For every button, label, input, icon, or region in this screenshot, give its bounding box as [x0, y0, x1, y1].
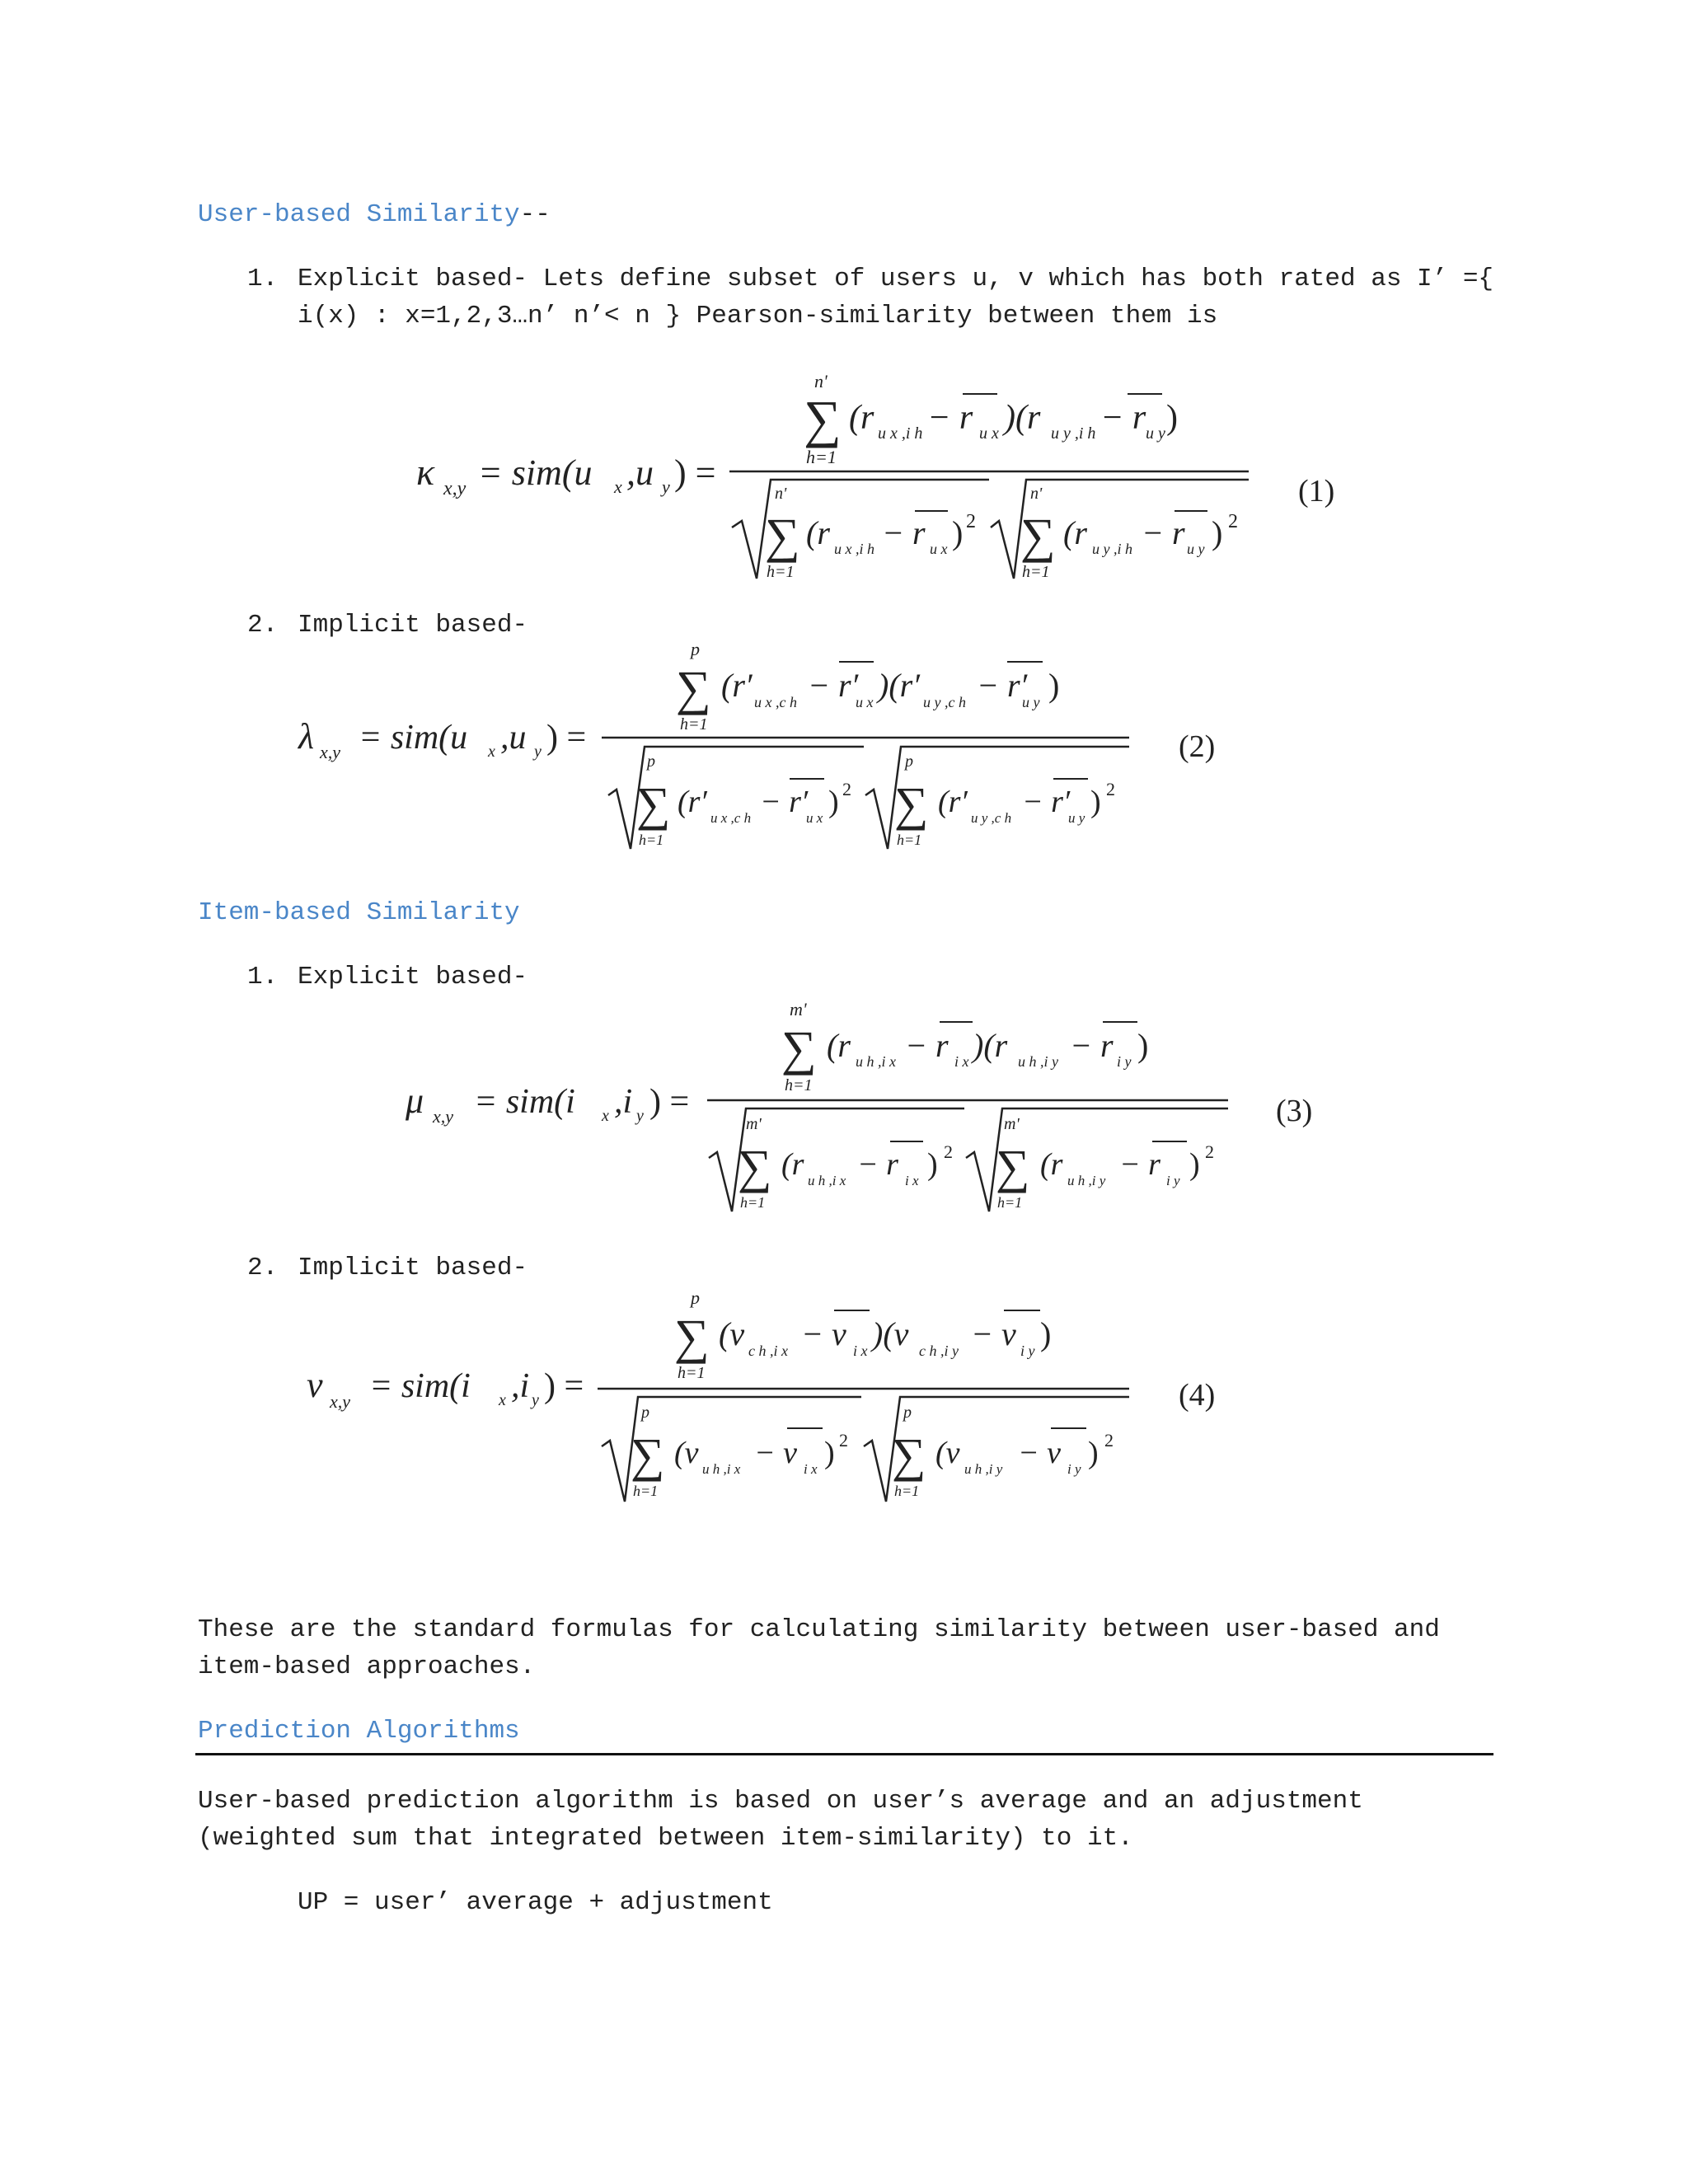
svg-text:∑: ∑ [804, 390, 842, 448]
svg-text:p: p [903, 1404, 912, 1422]
svg-text:): ) [1137, 1027, 1149, 1064]
svg-text:− r′: − r′ [1022, 785, 1071, 819]
svg-text:p: p [647, 752, 655, 771]
prediction-para-line1: User-based prediction algorithm is based on user’s average and an adjustment [198, 1787, 1363, 1816]
svg-text:u y: u y [1187, 541, 1205, 557]
eq2-number: (2) [1179, 729, 1216, 764]
svg-text:u h ,i y: u h ,i y [1067, 1173, 1106, 1188]
eq1-lhs-symbol: κ [416, 451, 435, 493]
svg-text:− r: − r [857, 1147, 898, 1182]
summary-line1: These are the standard formulas for calculating similarity between user-based and [198, 1615, 1440, 1644]
svg-text:− r: − r [1070, 1027, 1114, 1064]
svg-text:(r: (r [827, 1027, 851, 1064]
eq3-num-lower: h=1 [785, 1076, 813, 1094]
svg-text:h=1: h=1 [740, 1194, 766, 1211]
eq4-num-lower: h=1 [678, 1364, 706, 1382]
svg-text:u x ,c h: u x ,c h [754, 694, 797, 710]
svg-text:(r: (r [806, 514, 830, 551]
svg-text:− r: − r [927, 399, 973, 437]
svg-text:i y: i y [1020, 1343, 1035, 1359]
svg-text:(r′: (r′ [678, 785, 707, 819]
svg-text:h=1: h=1 [894, 1483, 920, 1499]
svg-text:,i: ,i [511, 1367, 530, 1405]
svg-text:n': n' [775, 485, 787, 503]
svg-text:)(r: )(r [973, 1027, 1008, 1064]
svg-text:c h ,i y: c h ,i y [919, 1343, 959, 1359]
svg-text:u y ,i h: u y ,i h [1092, 541, 1132, 557]
svg-text:): ) [1088, 1436, 1099, 1470]
eq3-lhs-symbol: μ [406, 1080, 424, 1121]
svg-text:∑: ∑ [636, 777, 671, 831]
svg-text:− r′: − r′ [760, 785, 809, 819]
svg-text:x: x [499, 1391, 506, 1409]
eq1-num-upper: n' [814, 371, 828, 391]
svg-text:(v: (v [935, 1436, 960, 1470]
svg-text:,i: ,i [614, 1083, 633, 1121]
svg-text:): ) [1048, 667, 1060, 704]
svg-text:): ) [1166, 399, 1178, 437]
svg-text:u h ,i x: u h ,i x [856, 1053, 896, 1070]
list-number: 1. [247, 265, 279, 293]
svg-text:u x: u x [930, 541, 948, 557]
svg-text:− r: − r [1119, 1147, 1160, 1182]
svg-text:∑: ∑ [674, 1310, 710, 1364]
svg-text:∑: ∑ [765, 509, 800, 563]
svg-text:h=1: h=1 [639, 832, 664, 848]
svg-text:− v: − v [754, 1436, 798, 1470]
svg-text:= sim(u: = sim(u [359, 719, 468, 757]
svg-text:∑: ∑ [781, 1021, 817, 1076]
svg-text:i y: i y [1166, 1173, 1180, 1188]
svg-text:i x: i x [804, 1461, 818, 1477]
svg-text:)(r′: )(r′ [878, 667, 920, 704]
list-number: 2. [247, 1254, 279, 1282]
svg-text:y: y [532, 1391, 539, 1409]
list-item-text: Implicit based- [298, 1254, 528, 1282]
eq2-lhs-symbol: λ [298, 716, 315, 757]
svg-text:x: x [488, 743, 495, 761]
svg-text:(r: (r [781, 1147, 804, 1182]
svg-text:− r: − r [1142, 514, 1185, 551]
svg-text:∑: ∑ [676, 661, 711, 715]
svg-text:2: 2 [1228, 511, 1238, 532]
svg-text:): ) [927, 1147, 938, 1182]
svg-text:(v: (v [674, 1436, 699, 1470]
eq1-lhs-sub: x,y [443, 478, 467, 499]
svg-text:u x ,i h: u x ,i h [834, 541, 874, 557]
svg-text:(v: (v [719, 1315, 745, 1352]
svg-text:m': m' [1004, 1115, 1020, 1133]
prediction-para-line2: (weighted sum that integrated between item-similarity) to it. [198, 1824, 1133, 1853]
eq3-number: (3) [1276, 1094, 1313, 1128]
svg-text:): ) [828, 785, 839, 819]
svg-text:− r′: − r′ [977, 667, 1028, 704]
eq2-lhs-sub: x,y [320, 742, 341, 762]
svg-text:) =: ) = [544, 1367, 584, 1405]
svg-text:c h ,i x: c h ,i x [748, 1343, 788, 1359]
svg-text:u h ,i x: u h ,i x [702, 1461, 741, 1477]
svg-text:u h ,i y: u h ,i y [1018, 1053, 1058, 1070]
svg-text:∑: ∑ [892, 1428, 926, 1482]
list-number: 2. [247, 611, 279, 640]
svg-text:)(v: )(v [872, 1315, 909, 1352]
svg-text:h=1: h=1 [897, 832, 922, 848]
svg-text:i x: i x [954, 1053, 969, 1070]
svg-text:∑: ∑ [894, 777, 929, 831]
svg-text:) =: ) = [674, 452, 716, 493]
svg-text:y: y [662, 476, 670, 497]
svg-text:) =: ) = [649, 1083, 690, 1121]
svg-text:− r′: − r′ [808, 667, 859, 704]
svg-text:u x: u x [979, 424, 999, 443]
svg-text:): ) [1212, 514, 1223, 551]
svg-text:m': m' [746, 1115, 762, 1133]
svg-text:u x ,c h: u x ,c h [710, 810, 752, 826]
svg-text:∑: ∑ [738, 1140, 772, 1193]
svg-text:∑: ∑ [631, 1428, 665, 1482]
eq3-lhs-sub: x,y [433, 1106, 454, 1127]
svg-text:u y: u y [1022, 694, 1040, 710]
svg-text:= sim(i: = sim(i [474, 1083, 575, 1121]
svg-text:2: 2 [1205, 1141, 1214, 1162]
svg-text:(r: (r [849, 399, 874, 437]
svg-text:(r: (r [1040, 1147, 1063, 1182]
svg-text:): ) [1189, 1147, 1200, 1182]
svg-text:2: 2 [839, 1430, 848, 1451]
svg-text:p: p [905, 752, 913, 771]
svg-text:u y: u y [1068, 810, 1085, 826]
svg-text:i y: i y [1067, 1461, 1081, 1477]
svg-text:u h ,i x: u h ,i x [808, 1173, 846, 1188]
list-item-text-line1: Explicit based- Lets define subset of users u, v which has both rated as I’ ={ [298, 265, 1494, 293]
svg-text:n': n' [1030, 485, 1043, 503]
svg-text:x: x [614, 476, 622, 497]
svg-text:(r: (r [1063, 514, 1087, 551]
heading-item-based-similarity: Item-based Similarity [198, 898, 520, 927]
heading-divider [195, 1753, 1493, 1755]
svg-text:− v: − v [1018, 1436, 1062, 1470]
svg-text:u y: u y [1146, 424, 1165, 443]
svg-text:): ) [952, 514, 964, 551]
svg-text:− r: − r [882, 514, 926, 551]
svg-text:i x: i x [853, 1343, 868, 1359]
eq1-num-lower: h=1 [806, 447, 837, 467]
svg-text:u h ,i y: u h ,i y [964, 1461, 1003, 1477]
svg-text:∑: ∑ [996, 1140, 1030, 1193]
summary-line2: item-based approaches. [198, 1652, 536, 1681]
svg-text:2: 2 [1104, 1430, 1114, 1451]
eq4-number: (4) [1179, 1378, 1216, 1413]
eq3-num-upper: m' [790, 999, 807, 1019]
eq4-num-upper: p [691, 1287, 700, 1308]
svg-text:− v: − v [971, 1315, 1016, 1352]
svg-text:,u: ,u [626, 452, 654, 493]
eq4-lhs-sub: x,y [330, 1391, 351, 1412]
svg-text:): ) [1090, 785, 1101, 819]
svg-text:− r: − r [905, 1027, 949, 1064]
list-item-text-line2: i(x) : x=1,2,3…n’ n’< n } Pearson-similarity between them is [298, 302, 1218, 330]
svg-text:2: 2 [842, 779, 851, 799]
svg-text:): ) [1040, 1315, 1052, 1352]
eq2-num-upper: p [691, 639, 700, 659]
svg-text:u x: u x [856, 694, 874, 710]
svg-text:)(r: )(r [1004, 399, 1041, 437]
svg-text:x: x [602, 1107, 609, 1125]
svg-text:h=1: h=1 [997, 1194, 1023, 1211]
svg-text:p: p [641, 1404, 649, 1422]
svg-text:,u: ,u [500, 719, 527, 757]
eq1-number: (1) [1298, 474, 1335, 509]
list-item-text: Implicit based- [298, 611, 528, 640]
svg-text:u y ,i h: u y ,i h [1051, 424, 1096, 443]
svg-text:h=1: h=1 [767, 563, 795, 581]
svg-text:2: 2 [944, 1141, 953, 1162]
list-number: 1. [247, 963, 279, 991]
svg-text:): ) [824, 1436, 835, 1470]
svg-text:y: y [636, 1107, 644, 1125]
svg-text:2: 2 [966, 511, 976, 532]
svg-text:2: 2 [1106, 779, 1115, 799]
prediction-formula: UP = user’ average + adjustment [298, 1888, 773, 1917]
svg-text:(r′: (r′ [721, 667, 753, 704]
svg-text:h=1: h=1 [633, 1483, 659, 1499]
svg-text:h=1: h=1 [1022, 563, 1050, 581]
svg-text:i x: i x [905, 1173, 919, 1188]
svg-text:− v: − v [801, 1315, 846, 1352]
svg-text:= sim(u: = sim(u [478, 452, 593, 493]
svg-text:u y ,c h: u y ,c h [971, 810, 1012, 826]
svg-text:u y ,c h: u y ,c h [923, 694, 966, 710]
svg-text:− r: − r [1100, 399, 1146, 437]
heading-prediction-algorithms: Prediction Algorithms [198, 1717, 520, 1746]
heading-user-based-similarity: User-based Similarity [198, 200, 520, 229]
svg-text:y: y [534, 743, 542, 761]
svg-text:(r′: (r′ [938, 785, 968, 819]
heading-suffix: -- [519, 200, 551, 229]
eq2-num-lower: h=1 [680, 715, 708, 733]
list-item-text: Explicit based- [298, 963, 528, 991]
svg-text:= sim(i: = sim(i [369, 1367, 471, 1405]
svg-text:i y: i y [1117, 1053, 1132, 1070]
svg-text:) =: ) = [546, 719, 587, 757]
svg-text:u x ,i h: u x ,i h [878, 424, 923, 443]
svg-text:∑: ∑ [1020, 509, 1056, 563]
eq4-lhs-symbol: ν [307, 1365, 323, 1405]
svg-text:u x: u x [806, 810, 823, 826]
